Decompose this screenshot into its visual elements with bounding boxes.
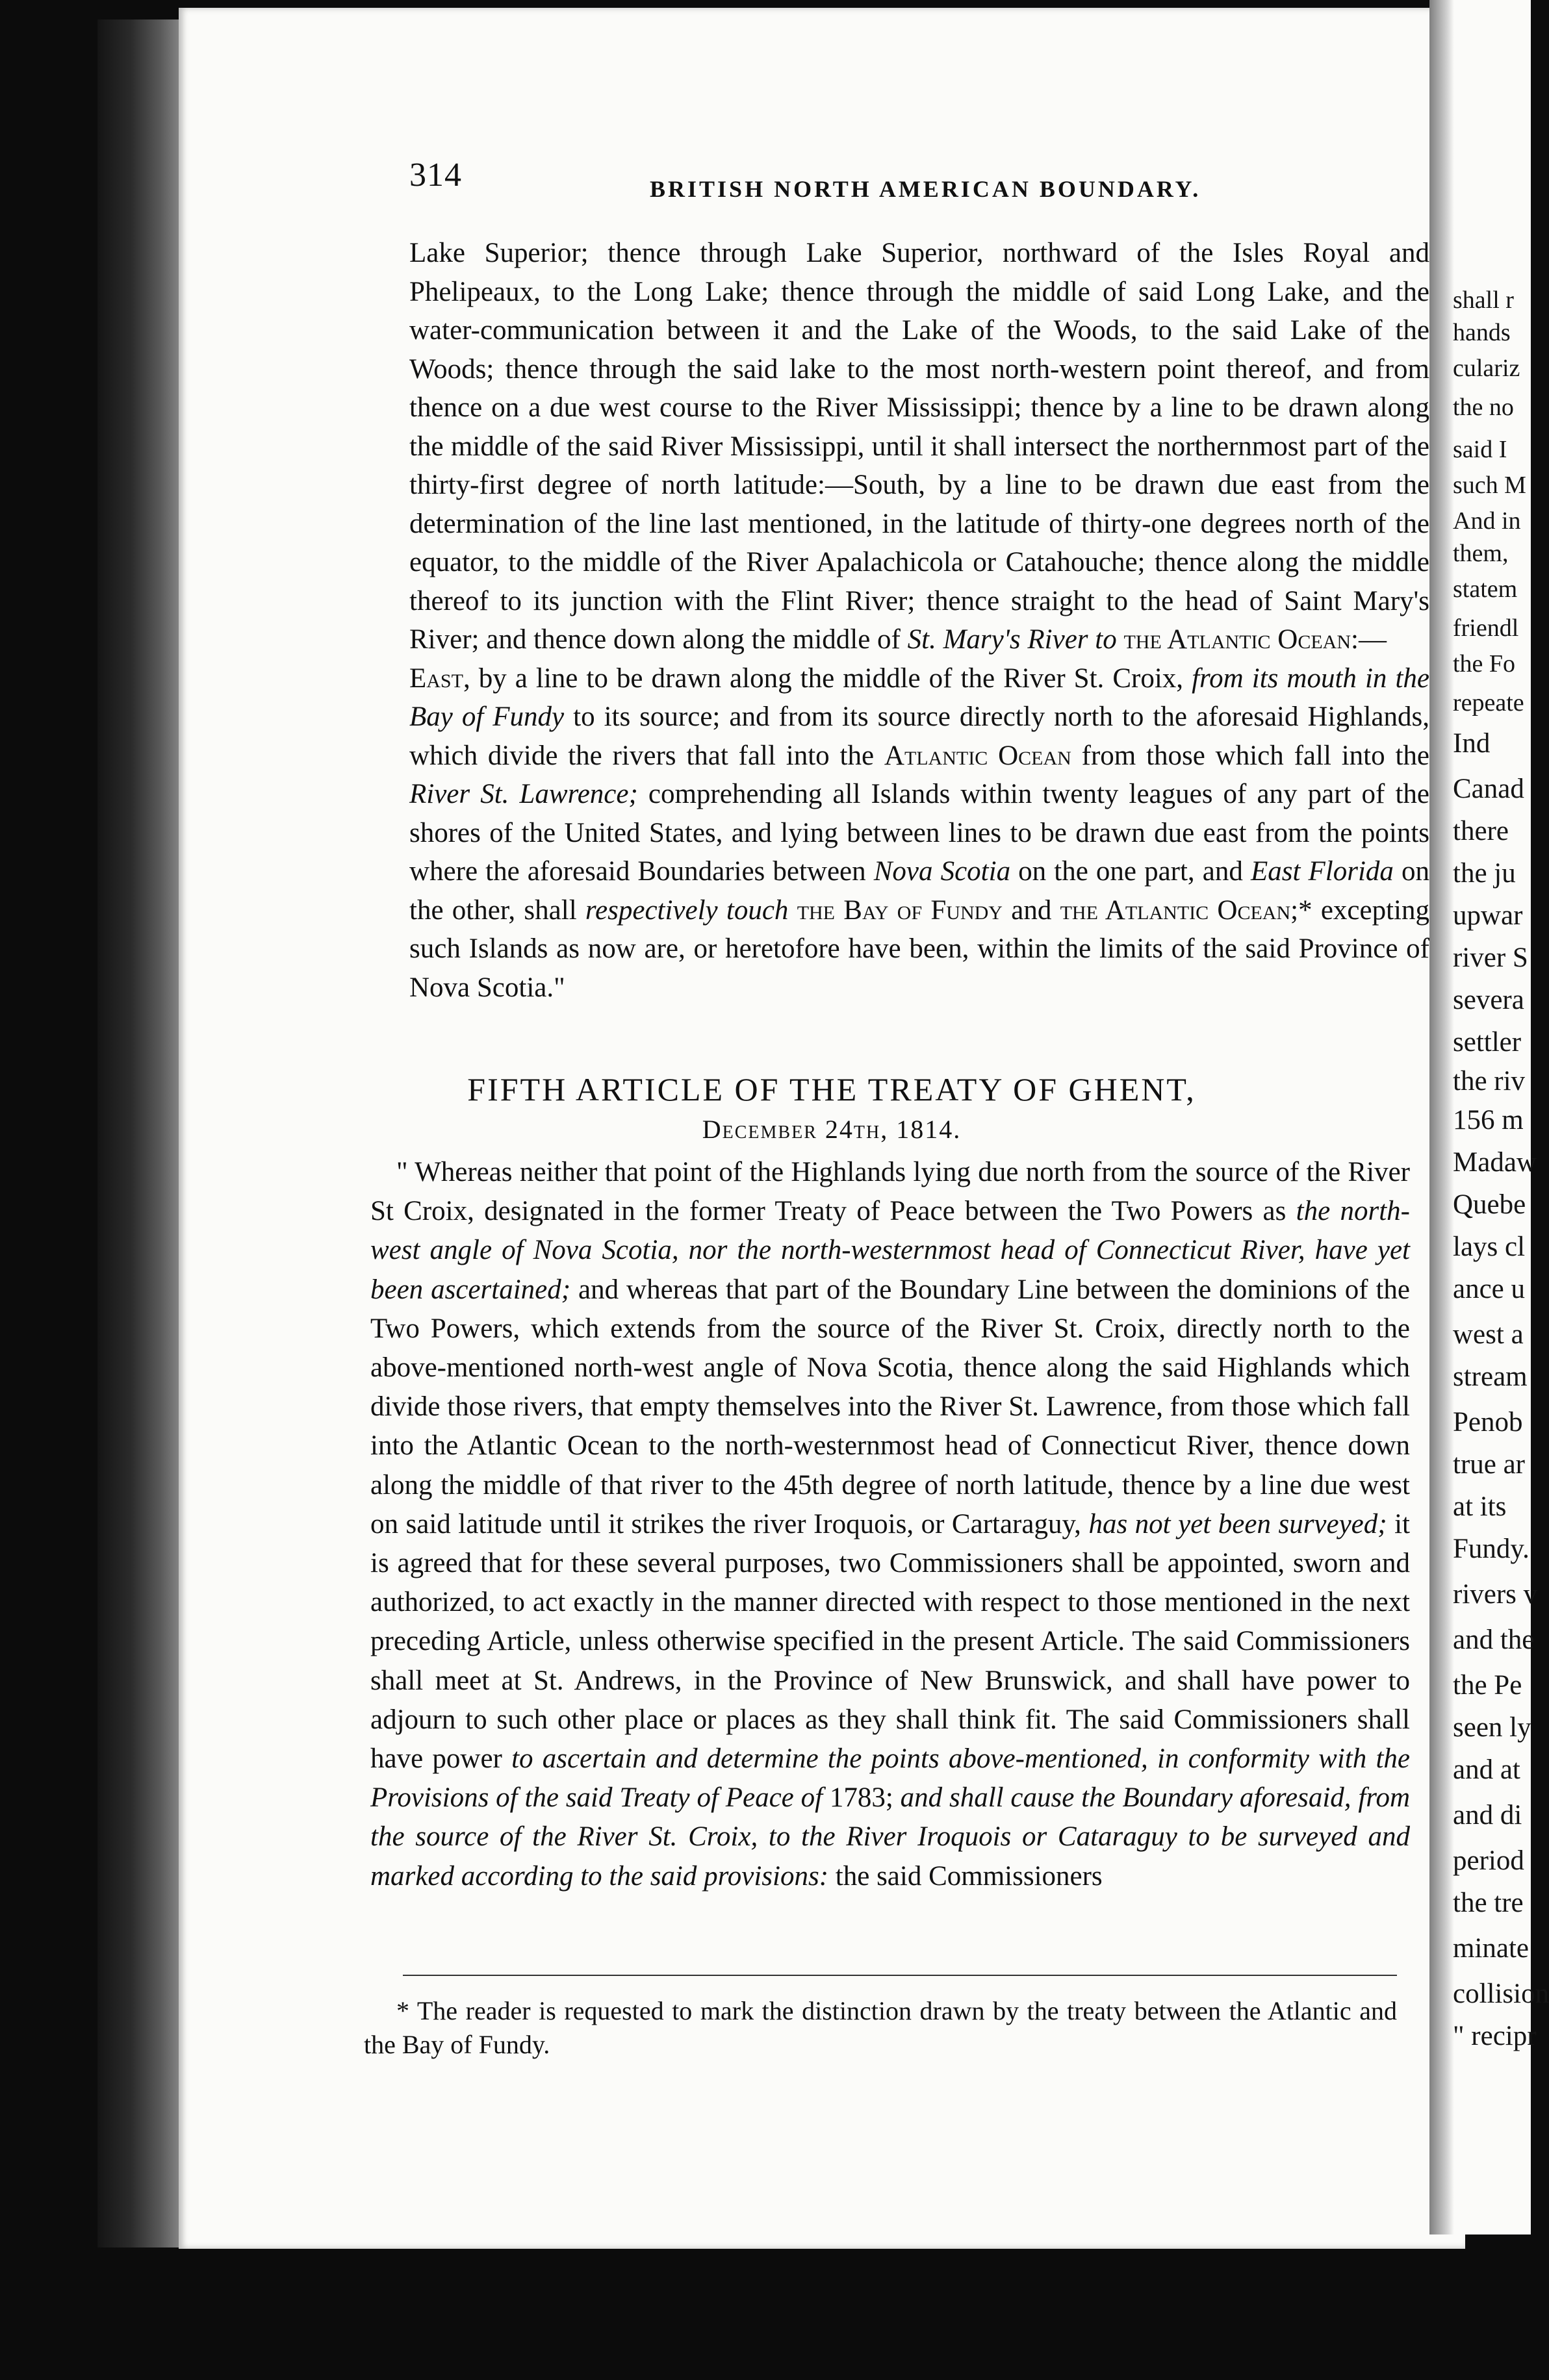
facing-page-fragment: lays cl bbox=[1453, 1232, 1526, 1262]
facing-page-fragment: Canad bbox=[1453, 774, 1524, 804]
body-text-segment: :— bbox=[1351, 624, 1387, 655]
body-smallcaps-segment: the Atlantic Ocean bbox=[1060, 894, 1291, 926]
facing-page-fragment: there bbox=[1453, 816, 1509, 846]
facing-page bbox=[1429, 0, 1549, 2234]
facing-page-fragment: culariz bbox=[1453, 355, 1520, 382]
section-title: FIFTH ARTICLE OF THE TREATY OF GHENT, bbox=[467, 1071, 1196, 1108]
body-smallcaps-segment: Atlantic Ocean bbox=[884, 740, 1071, 771]
body-italic-segment: St. Mary's River to bbox=[907, 624, 1117, 655]
treaty-boundary-paragraph bbox=[409, 234, 1429, 1007]
quote-text-segment: it is agreed that for these several purposes, two Commissioners shall be appointed, sworn and authorized, to act exactly in the manner directed with respect to those mentioned in the next preceding Article, unless otherwise specified in the present Article. The said Commissioners shall meet at St. Andrews, in the Province of New Brunswick, and shall have power to adjourn to such other place or places as they shall think fit. The said Commissioners shall have power bbox=[370, 1508, 1410, 1775]
body-text-segment: ;* excepting such Islands as now are, or heretofore have been, within the limits of the said Province of Nova Scotia." bbox=[409, 894, 1429, 1003]
quote-text-segment: " Whereas neither that point of the Highlands lying due north from the source of the River St Croix, designated in the former Treaty of Peace between the Two Powers as bbox=[370, 1157, 1410, 1227]
facing-page-fragment: the no bbox=[1453, 394, 1514, 421]
page-number: 314 bbox=[409, 157, 462, 194]
facing-page-fragment: such M bbox=[1453, 472, 1526, 499]
body-text-segment: from those which fall into the bbox=[1071, 740, 1429, 771]
quote-text-segment: and whereas that part of the Boundary Line between the dominions of the Two Powers, which extends from the source of the River St. Croix, directly north to the above-mentioned north-west angle of Nova Scotia, thence along the said Highlands which divide those rivers, that empty themselves into the River St. Lawrence, from those which fall into the Atlantic Ocean to the north-westernmost head of Connecticut River, thence down along the middle of that river to the 45th degree of north latitude, thence by a line due west on said latitude until it strikes the river Iroquois, or Cartaraguy, bbox=[370, 1274, 1411, 1539]
facing-page-fragment: collision bbox=[1453, 1979, 1549, 2009]
section-date: December 24th, 1814. bbox=[702, 1115, 962, 1144]
facing-page-fragment: Madaw bbox=[1453, 1147, 1537, 1178]
facing-page-fragment: severa bbox=[1453, 985, 1524, 1015]
facing-page-fragment: shall r bbox=[1453, 286, 1514, 314]
facing-page-fragment: " recipr bbox=[1453, 2021, 1537, 2051]
quote-italic-segment: has not yet been surveyed; bbox=[1088, 1508, 1387, 1539]
facing-page-fragment: the Pe bbox=[1453, 1670, 1522, 1701]
facing-page-fragment: and di bbox=[1453, 1800, 1522, 1830]
facing-page-fragment: settler bbox=[1453, 1027, 1522, 1057]
facing-page-fragment: the ju bbox=[1453, 858, 1516, 889]
facing-page-fragment: stream bbox=[1453, 1361, 1528, 1392]
facing-page-fragment: seen ly bbox=[1453, 1712, 1531, 1743]
facing-page-fragment: minate bbox=[1453, 1933, 1530, 1964]
quote-italic-segment: the north-west angle of Nova Scotia, nor the north-westernmost head of Connecticut River, have yet been ascertained; bbox=[370, 1196, 1410, 1305]
footnote: * The reader is requested to mark the distinction drawn by the treaty between the Atlantic and the Bay of Fundy. bbox=[364, 1996, 1397, 2059]
facing-page-fragment: period bbox=[1453, 1845, 1524, 1876]
facing-page-fragment: repeate bbox=[1453, 689, 1524, 716]
facing-page-fragment: Quebe bbox=[1453, 1189, 1526, 1220]
quote-text-segment: 1783; bbox=[823, 1782, 901, 1814]
facing-page-fragment: hands bbox=[1453, 319, 1511, 346]
facing-page-fragment: upwar bbox=[1453, 900, 1523, 931]
body-italic-segment: respectively touch bbox=[585, 894, 789, 926]
facing-page-fragment: them, bbox=[1453, 540, 1509, 567]
body-text-segment: to its source; and from its source directly north to the aforesaid Highlands, which divide the rivers that fall into the bbox=[409, 702, 1429, 771]
quote-italic-segment: and shall cause the Boundary aforesaid, from the source of the River St. Croix, to the River Iroquois or Cataraguy to be surveyed and marked according to the said provisions: bbox=[370, 1782, 1410, 1892]
facing-page-fragment: river S bbox=[1453, 943, 1528, 973]
facing-page-fragment: west a bbox=[1453, 1319, 1524, 1350]
facing-page-fragment: and at bbox=[1453, 1754, 1520, 1785]
facing-page-fragment: the riv bbox=[1453, 1066, 1526, 1096]
footnote-divider bbox=[403, 1975, 1397, 1976]
body-smallcaps-segment: the Bay of Fundy bbox=[788, 894, 1003, 926]
body-text-segment: , by a line to be drawn along the middle of the River St. Croix, bbox=[463, 663, 1192, 694]
gutter-shadow bbox=[1429, 0, 1454, 2234]
facing-page-fragment: 156 m bbox=[1453, 1105, 1524, 1135]
body-text-segment: Lake Superior; thence through Lake Superior, northward of the Isles Royal and Phelipeaux, to the Long Lake; thence through the middle of said Long Lake, and the water-communication between it and the Lake of the Woods, to the said Lake of the Woods; thence through the said lake to the most north-western point thereof, and from thence on a due west course to the River Mississippi; thence by a line to be drawn along the middle of the said River Mississippi, until it shall intersect the northernmost part of the thirty-first degree of north latitude:—South, by a line to be drawn due east from the determination of the line last mentioned, in the latitude of thirty-one degrees north of the equator, to the middle of the River Apalachicola or Catahouche; thence along the middle thereof to its junction with the Flint River; thence straight to the head of Saint Mary's River; and thence down along the middle of bbox=[409, 238, 1429, 655]
body-smallcaps-segment: the Atlantic Ocean bbox=[1116, 624, 1351, 655]
facing-page-fragment: Fundy. bbox=[1453, 1534, 1530, 1564]
article-quote-paragraph bbox=[370, 1153, 1410, 1896]
facing-page-fragment: statem bbox=[1453, 576, 1518, 603]
facing-page-fragment: friendl bbox=[1453, 614, 1519, 642]
body-italic-segment: Nova Scotia bbox=[873, 856, 1011, 887]
facing-page-fragment: And in bbox=[1453, 507, 1521, 535]
running-head: BRITISH NORTH AMERICAN BOUNDARY. bbox=[650, 176, 1201, 202]
facing-page-fragment: Penob bbox=[1453, 1407, 1523, 1437]
facing-page-fragment: and the bbox=[1453, 1625, 1535, 1655]
facing-page-fragment: the Fo bbox=[1453, 650, 1516, 677]
body-text-segment: on the one part, and bbox=[1010, 856, 1251, 887]
quote-italic-segment: to ascertain and determine the points above-mentioned, in conformity with the Provisions of the said Treaty of Peace of bbox=[370, 1743, 1410, 1814]
facing-page-fragment: at its bbox=[1453, 1491, 1507, 1522]
facing-page-fragment: said I bbox=[1453, 436, 1507, 463]
body-italic-segment: East Florida bbox=[1250, 856, 1394, 887]
body-italic-segment: River St. Lawrence; bbox=[409, 779, 638, 809]
page-header bbox=[409, 156, 1436, 208]
body-text-segment: and bbox=[1002, 894, 1060, 926]
facing-page-fragment: ance u bbox=[1453, 1274, 1526, 1304]
body-text-segment: on the other, shall bbox=[409, 856, 1429, 926]
body-italic-segment: from its mouth in the Bay of Fundy bbox=[409, 663, 1429, 732]
facing-page-fragment: true ar bbox=[1453, 1449, 1526, 1480]
quote-text-segment: the said Commissioners bbox=[828, 1860, 1103, 1892]
body-text-segment: comprehending all Islands within twenty leagues of any part of the shores of the United States, and lying between lines to be drawn due east from the points where the aforesaid Boundaries between bbox=[409, 779, 1429, 887]
facing-page-fragment: rivers v bbox=[1453, 1579, 1538, 1610]
book-spine bbox=[97, 19, 182, 2247]
facing-page-fragment: Ind bbox=[1453, 728, 1491, 759]
facing-page-fragment: the tre bbox=[1453, 1888, 1524, 1918]
body-smallcaps-segment: East bbox=[409, 663, 463, 694]
